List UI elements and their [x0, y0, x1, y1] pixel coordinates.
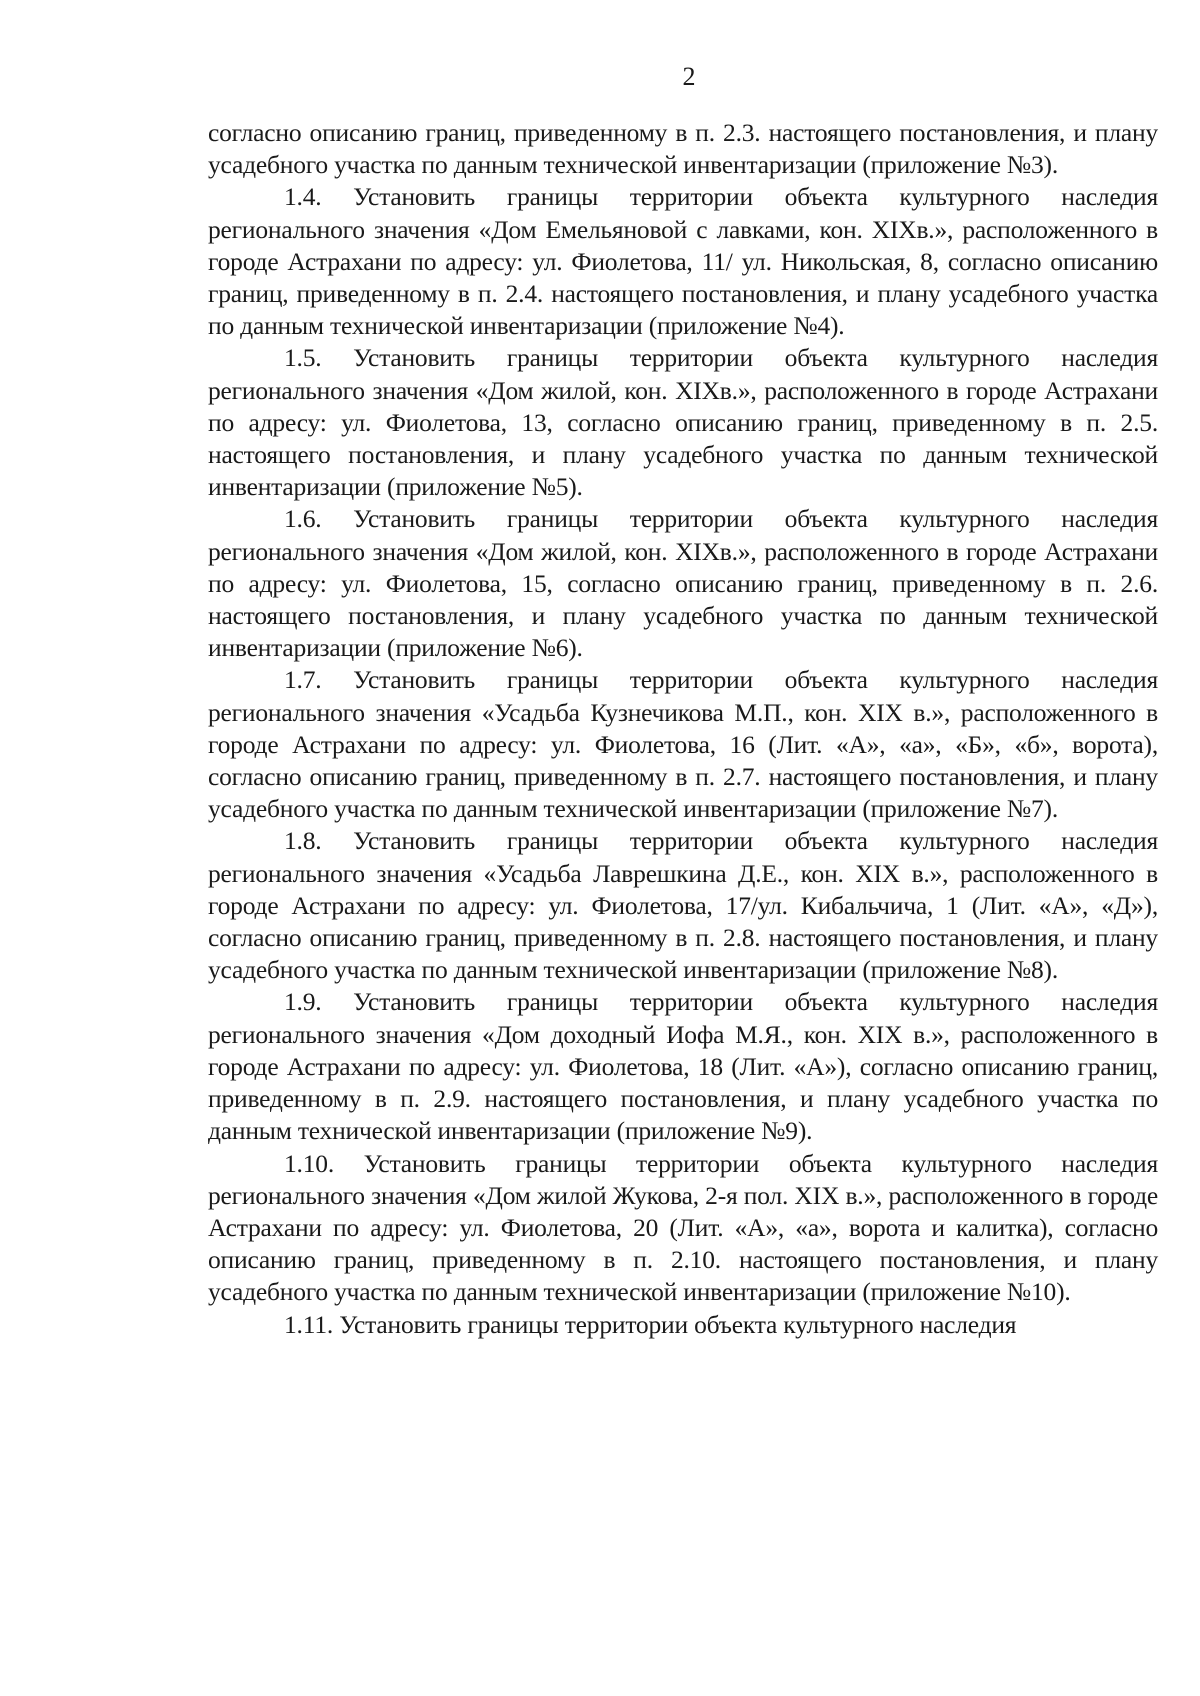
paragraph-1-11: 1.11. Установить границы территории объекта культурного наследия	[284, 1309, 1017, 1339]
paragraph-1-4: 1.4. Установить границы территории объекта культурного наследия регионального значения «Дом Емельяновой с лавками, кон. XIXв.», расположенного в городе Астрахани по адресу: ул. Фиолетова, 11/ ул. Никольская, 8, согласно описанию границ, приведенному в п. 2.4. настоящего постановления, и плану усадебного участка по данным технической инвентаризации (приложение №4).	[208, 182, 1158, 341]
page-number	[0, 62, 1200, 92]
page-number-text: 2	[682, 62, 696, 91]
paragraph-1-7: 1.7. Установить границы территории объекта культурного наследия регионального значения «Усадьба Кузнечикова М.П., кон. XIX в.», расположенного в городе Астрахани по адресу: ул. Фиолетова, 16 (Лит. «А», «а», «Б», «б», ворота), согласно описанию границ, приведенному в п. 2.7. настоящего постановления, и плану усадебного участка по данным технической инвентаризации (приложение №7).	[208, 665, 1158, 824]
paragraph-1-8: 1.8. Установить границы территории объекта культурного наследия регионального значения «Усадьба Лаврешкина Д.Е., кон. XIX в.», расположенного в городе Астрахани по адресу: ул. Фиолетова, 17/ул. Кибальчича, 1 (Лит. «А», «Д»), согласно описанию границ, приведенному в п. 2.8. настоящего постановления, и плану усадебного участка по данным технической инвентаризации (приложение №8).	[208, 826, 1158, 985]
document-body	[208, 117, 1158, 1341]
paragraph-1-10: 1.10. Установить границы территории объекта культурного наследия регионального значения «Дом жилой Жукова, 2-я пол. XIX в.», расположенного в городе Астрахани по адресу: ул. Фиолетова, 20 (Лит. «А», «а», ворота и калитка), согласно описанию границ, приведенному в п. 2.10. настоящего постановления, и плану усадебного участка по данным технической инвентаризации (приложение №10).	[208, 1148, 1158, 1307]
paragraph-1-9: 1.9. Установить границы территории объекта культурного наследия регионального значения «Дом доходный Иофа М.Я., кон. XIX в.», расположенного в городе Астрахани по адресу: ул. Фиолетова, 18 (Лит. «А»), согласно описанию границ, приведенному в п. 2.9. настоящего постановления, и плану усадебного участка по данным технической инвентаризации (приложение №9).	[208, 987, 1158, 1146]
paragraph-1-6: 1.6. Установить границы территории объекта культурного наследия регионального значения «Дом жилой, кон. XIXв.», расположенного в городе Астрахани по адресу: ул. Фиолетова, 15, согласно описанию границ, приведенному в п. 2.6. настоящего постановления, и плану усадебного участка по данным технической инвентаризации (приложение №6).	[208, 504, 1158, 663]
paragraph-continuation: согласно описанию границ, приведенному в п. 2.3. настоящего постановления, и плану усадебного участка по данным технической инвентаризации (приложение №3).	[208, 118, 1158, 180]
paragraph-1-5: 1.5. Установить границы территории объекта культурного наследия регионального значения «Дом жилой, кон. XIXв.», расположенного в городе Астрахани по адресу: ул. Фиолетова, 13, согласно описанию границ, приведенному в п. 2.5. настоящего постановления, и плану усадебного участка по данным технической инвентаризации (приложение №5).	[208, 343, 1158, 502]
